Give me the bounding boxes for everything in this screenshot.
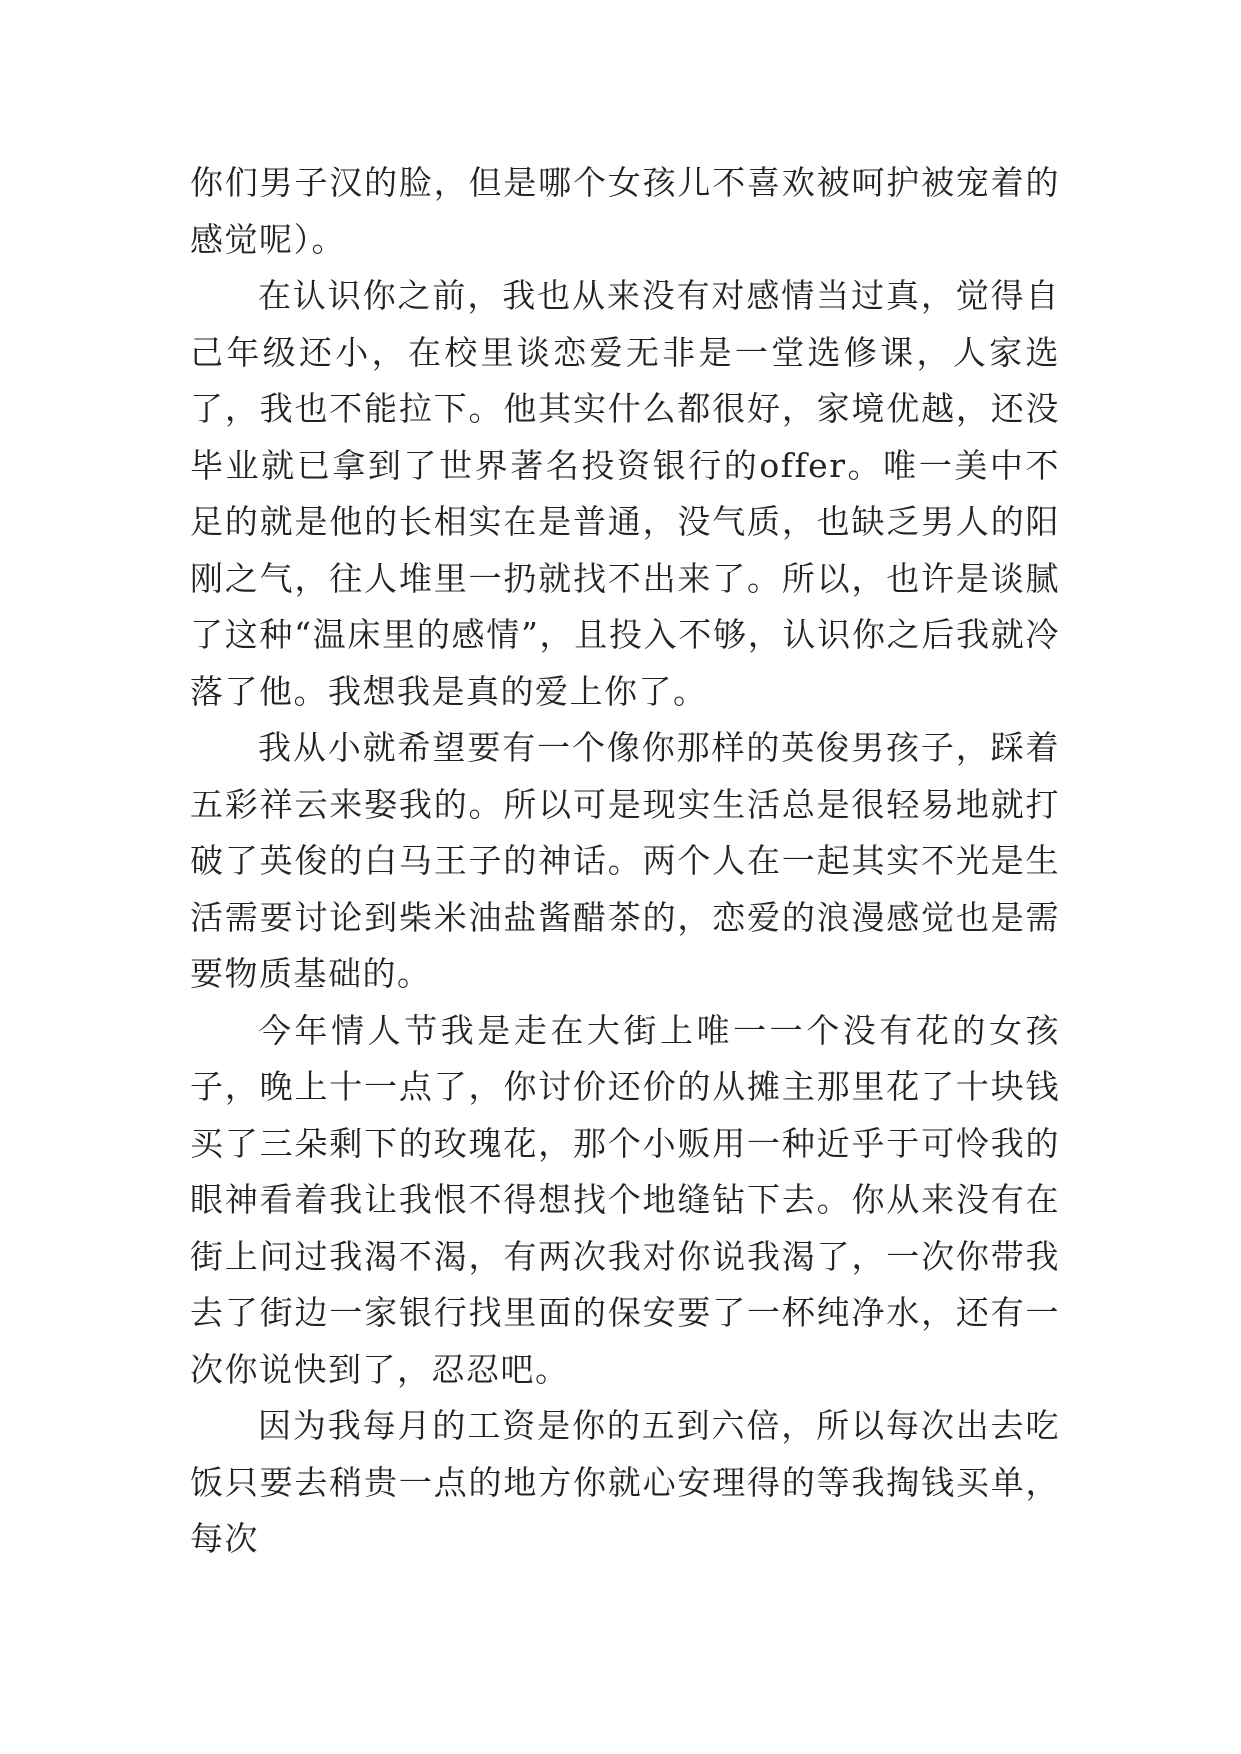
- paragraph-3: 我从小就希望要有一个像你那样的英俊男孩子，踩着五彩祥云来娶我的。所以可是现实生活总是很轻易地就打破了英俊的白马王子的神话。两个人在一起其实不光是生活需要讨论到柴米油盐酱醋茶的，恋爱的浪漫感觉也是需要物质基础的。: [190, 728, 1060, 993]
- paragraph-2: 在认识你之前，我也从来没有对感情当过真，觉得自己年级还小，在校里谈恋爱无非是一堂选修课，人家选了，我也不能拉下。他其实什么都很好，家境优越，还没毕业就已拿到了世界著名投资银行的offer。唯一美中不足的就是他的长相实在是普通，没气质，也缺乏男人的阳刚之气，往人堆里一扔就找不出来了。所以，也许是谈腻了这种“温床里的感情”，且投入不够，认识你之后我就冷落了他。我想我是真的爱上你了。: [190, 276, 1060, 711]
- paragraph-4: 今年情人节我是走在大街上唯一一个没有花的女孩子，晚上十一点了，你讨价还价的从摊主那里花了十块钱买了三朵剩下的玫瑰花，那个小贩用一种近乎于可怜我的眼神看着我让我恨不得想找个地缝钻下去。你从来没有在街上问过我渴不渴，有两次我对你说我渴了，一次你带我去了街边一家银行找里面的保安要了一杯纯净水，还有一次你说快到了，忍忍吧。: [190, 1010, 1060, 1389]
- document-body: [190, 155, 1060, 1568]
- paragraph-5: 因为我每月的工资是你的五到六倍，所以每次出去吃饭只要去稍贵一点的地方你就心安理得的等我掏钱买单，每次: [190, 1406, 1060, 1558]
- paragraph-1: 你们男子汉的脸，但是哪个女孩儿不喜欢被呵护被宠着的感觉呢）。: [190, 163, 1060, 259]
